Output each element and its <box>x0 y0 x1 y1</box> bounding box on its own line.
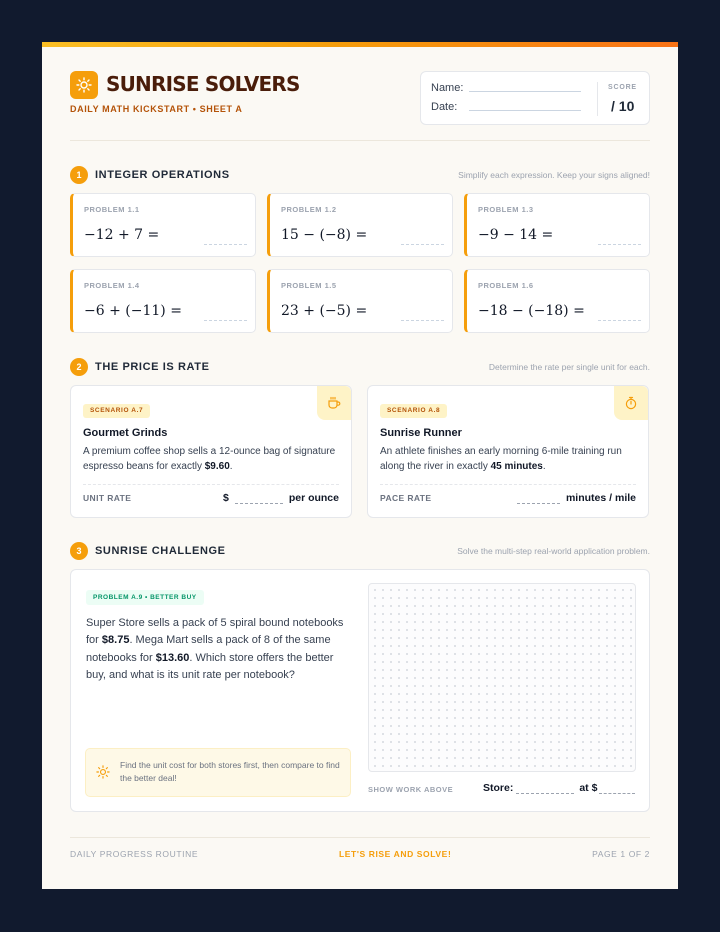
name-field[interactable] <box>469 91 581 92</box>
section-2-title: THE PRICE IS RATE <box>95 361 210 373</box>
challenge-badge: PROBLEM A.9 • BETTER BUY <box>86 590 204 605</box>
score-box <box>597 82 651 116</box>
footer-divider <box>70 837 650 838</box>
problem-expression: 23 + (−5) = <box>281 303 368 319</box>
section-1-number: 1 <box>70 166 88 184</box>
problem-card <box>464 269 650 333</box>
pace-rate-blank[interactable] <box>517 494 560 504</box>
unit-rate-label: UNIT RATE <box>83 493 132 503</box>
footer-center: LET'S RISE AND SOLVE! <box>339 849 452 859</box>
problem-label: PROBLEM 1.5 <box>281 281 337 290</box>
problem-expression: −6 + (−11) = <box>84 303 182 319</box>
problem-label: PROBLEM 1.3 <box>478 205 534 214</box>
challenge-question: Super Store sells a pack of 5 spiral bound notebooks for $8.75. Mega Mart sells a pack of 8 of the same notebooks for $13.60. Which store offers the better buy, and what is its unit rate per notebook? <box>86 617 344 682</box>
section-2-number: 2 <box>70 358 88 376</box>
answer-blank[interactable] <box>598 320 641 321</box>
score-value: / 10 <box>611 98 635 114</box>
problem-label: PROBLEM 1.6 <box>478 281 534 290</box>
date-field[interactable] <box>469 110 581 111</box>
problem-label: PROBLEM 1.4 <box>84 281 140 290</box>
brand-title: SUNRISE SOLVERS <box>106 72 300 96</box>
show-work-label: SHOW WORK ABOVE <box>368 785 454 794</box>
answer-blank[interactable] <box>598 244 641 245</box>
work-area-grid[interactable] <box>368 583 636 772</box>
scenario-title: Sunrise Runner <box>380 427 462 439</box>
answer-blank[interactable] <box>401 320 444 321</box>
footer-left: DAILY PROGRESS ROUTINE <box>70 849 199 859</box>
top-accent-bar <box>42 42 678 47</box>
hint-box <box>85 748 351 797</box>
scenario-card-coffee <box>70 385 352 518</box>
answer-blank[interactable] <box>204 320 247 321</box>
scenario-card-runner <box>367 385 649 518</box>
problem-expression: −12 + 7 = <box>84 227 160 243</box>
date-label: Date: <box>431 101 458 113</box>
header-divider <box>70 140 650 141</box>
price-blank[interactable] <box>599 784 635 794</box>
sun-logo-icon <box>70 71 98 99</box>
sun-icon <box>96 765 110 784</box>
problem-card <box>70 193 256 257</box>
problem-expression: −9 − 14 = <box>478 227 554 243</box>
answer-blank[interactable] <box>401 244 444 245</box>
section-2-hint: Determine the rate per single unit for each. <box>488 362 650 372</box>
student-info-card <box>420 71 650 125</box>
problem-card <box>267 193 453 257</box>
section-3-hint: Solve the multi-step real-world application problem. <box>457 546 650 556</box>
name-label: Name: <box>431 82 464 94</box>
answer-blank[interactable] <box>204 244 247 245</box>
scenario-description: A premium coffee shop sells a 12-ounce bag of signature espresso beans for exactly $9.60. <box>83 446 336 472</box>
worksheet-page <box>42 42 678 889</box>
card-divider <box>380 484 636 485</box>
footer-right: PAGE 1 OF 2 <box>592 849 650 859</box>
score-label: SCORE <box>608 84 637 91</box>
scenario-description: An athlete finishes an early morning 6-mile training run along the river in exactly 45 minutes. <box>380 446 622 472</box>
pace-rate-label: PACE RATE <box>380 493 432 503</box>
problem-card <box>267 269 453 333</box>
challenge-answer: Store: at $ <box>483 782 635 794</box>
stopwatch-icon <box>614 386 648 420</box>
section-1-title: INTEGER OPERATIONS <box>95 169 230 181</box>
section-3-title: SUNRISE CHALLENGE <box>95 545 226 557</box>
scenario-badge: SCENARIO A.8 <box>380 404 447 418</box>
problem-expression: −18 − (−18) = <box>478 303 585 319</box>
problem-card <box>464 193 650 257</box>
section-1-hint: Simplify each expression. Keep your signs aligned! <box>458 170 650 180</box>
store-blank[interactable] <box>516 784 574 794</box>
scenario-badge: SCENARIO A.7 <box>83 404 150 418</box>
card-divider <box>83 484 339 485</box>
pace-rate-answer: minutes / mile <box>511 492 636 504</box>
hint-text: Find the unit cost for both stores first, then compare to find the better deal! <box>120 760 340 783</box>
coffee-cup-icon <box>317 386 351 420</box>
problem-card <box>70 269 256 333</box>
unit-rate-blank[interactable] <box>235 494 283 504</box>
problem-label: PROBLEM 1.2 <box>281 205 337 214</box>
tagline: DAILY MATH KICKSTART • SHEET A <box>70 104 243 114</box>
problem-expression: 15 − (−8) = <box>281 227 368 243</box>
section-3-number: 3 <box>70 542 88 560</box>
unit-rate-answer: $ per ounce <box>222 492 339 504</box>
scenario-title: Gourmet Grinds <box>83 427 168 439</box>
problem-label: PROBLEM 1.1 <box>84 205 140 214</box>
challenge-card <box>70 569 650 812</box>
